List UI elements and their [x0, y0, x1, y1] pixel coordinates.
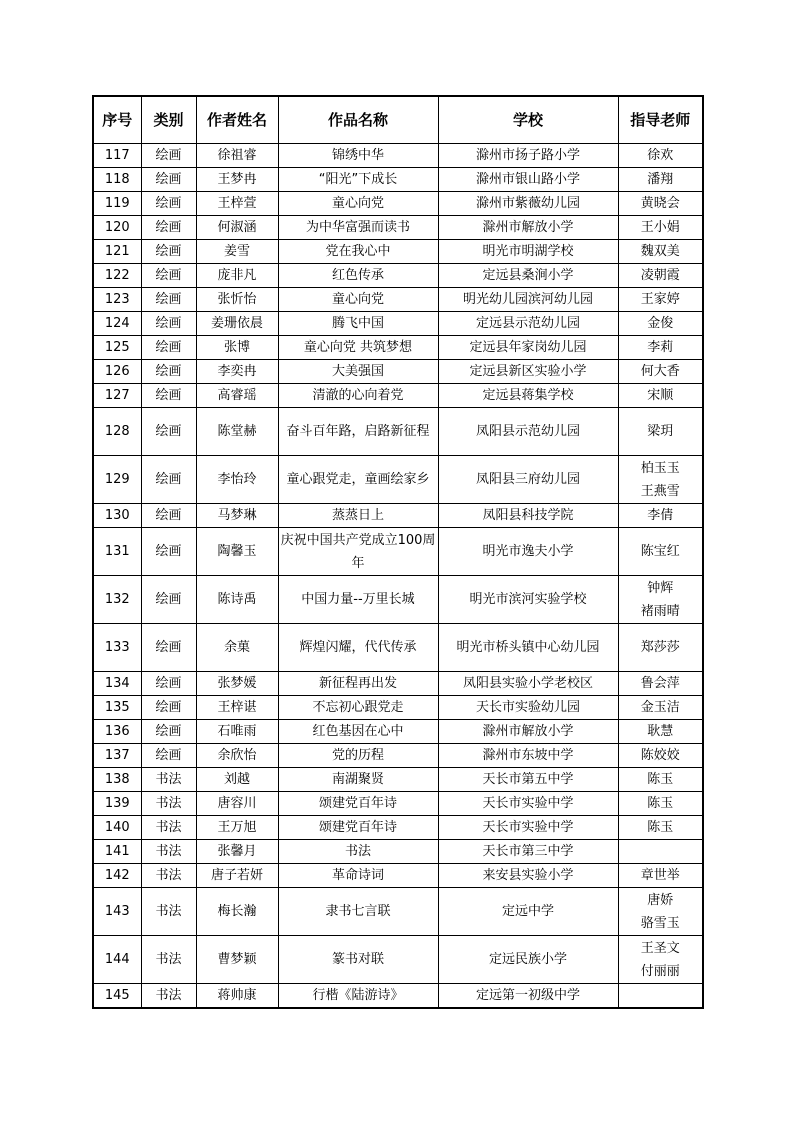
teacher-name: 郑莎莎: [640, 640, 680, 655]
row-title: 腾飞中国: [278, 312, 438, 336]
header-no: 序号: [93, 96, 141, 144]
row-category: 绘画: [141, 384, 196, 408]
row-title: 锦绣中华: [278, 144, 438, 168]
row-title: 中国力量--万里长城: [278, 576, 438, 624]
row-category: 绘画: [141, 528, 196, 576]
row-school: 天长市第五中学: [438, 768, 618, 792]
row-no: 137: [93, 744, 141, 768]
row-school: 滁州市扬子路小学: [438, 144, 618, 168]
teacher-name: 宋顺: [647, 388, 674, 403]
row-category: 绘画: [141, 456, 196, 504]
row-author: 唐子若妍: [196, 864, 278, 888]
table-row: [93, 288, 703, 312]
row-author: 张忻怡: [196, 288, 278, 312]
row-school: 明光幼儿园滨河幼儿园: [438, 288, 618, 312]
row-school: 天长市实验幼儿园: [438, 696, 618, 720]
row-title: 书法: [278, 840, 438, 864]
teacher-name: 黄晓会: [640, 196, 680, 211]
row-teacher: [618, 696, 703, 720]
row-no: 135: [93, 696, 141, 720]
table-row: [93, 168, 703, 192]
row-title: 奋斗百年路，启路新征程: [278, 408, 438, 456]
row-author: 姜珊依晨: [196, 312, 278, 336]
row-no: 142: [93, 864, 141, 888]
table-row: [93, 456, 703, 504]
row-no: 117: [93, 144, 141, 168]
row-teacher: [618, 192, 703, 216]
table-row: [93, 528, 703, 576]
teacher-name: 金玉洁: [640, 700, 680, 715]
row-no: 140: [93, 816, 141, 840]
teacher-name: 李莉: [647, 340, 674, 355]
teacher-name: 付丽丽: [640, 963, 680, 979]
row-teacher: [618, 144, 703, 168]
row-category: 书法: [141, 768, 196, 792]
row-school: 定远民族小学: [438, 936, 618, 984]
table-row: [93, 336, 703, 360]
row-teacher: [618, 720, 703, 744]
row-school: 明光市滨河实验学校: [438, 576, 618, 624]
row-teacher: [618, 240, 703, 264]
row-title: 庆祝中国共产党成立100周年: [278, 528, 438, 576]
row-author: 王梦冉: [196, 168, 278, 192]
row-author: 石唯雨: [196, 720, 278, 744]
teacher-name: 王燕雪: [640, 483, 680, 499]
row-no: 143: [93, 888, 141, 936]
row-title: 新征程再出发: [278, 672, 438, 696]
row-author: 徐祖睿: [196, 144, 278, 168]
teacher-name: 耿慧: [647, 724, 674, 739]
row-title: 童心向党 共筑梦想: [278, 336, 438, 360]
teacher-name: 柏玉玉: [640, 460, 680, 476]
row-title: 红色传承: [278, 264, 438, 288]
row-category: 绘画: [141, 720, 196, 744]
row-teacher: [618, 888, 703, 936]
row-category: 绘画: [141, 504, 196, 528]
row-teacher: [618, 456, 703, 504]
row-no: 132: [93, 576, 141, 624]
teacher-name: 骆雪玉: [640, 915, 680, 931]
row-author: 唐容川: [196, 792, 278, 816]
row-category: 绘画: [141, 408, 196, 456]
row-school: 凤阳县三府幼儿园: [438, 456, 618, 504]
teacher-name: 章世举: [640, 868, 680, 883]
row-school: 滁州市东坡中学: [438, 744, 618, 768]
teacher-name: 徐欢: [647, 148, 674, 163]
row-category: 绘画: [141, 744, 196, 768]
row-no: 123: [93, 288, 141, 312]
row-teacher: [618, 768, 703, 792]
row-title: 行楷《陆游诗》: [278, 984, 438, 1009]
row-title: 红色基因在心中: [278, 720, 438, 744]
row-teacher: [618, 264, 703, 288]
header-author: 作者姓名: [196, 96, 278, 144]
row-title: 南湖聚贤: [278, 768, 438, 792]
table-row: [93, 744, 703, 768]
table-row: [93, 936, 703, 984]
row-no: 126: [93, 360, 141, 384]
row-teacher: [618, 672, 703, 696]
row-title: 大美强国: [278, 360, 438, 384]
row-author: 李怡玲: [196, 456, 278, 504]
row-school: 来安县实验小学: [438, 864, 618, 888]
row-title: 为中华富强而读书: [278, 216, 438, 240]
row-category: 绘画: [141, 168, 196, 192]
teacher-name: 王圣文: [640, 940, 680, 956]
row-school: 明光市明湖学校: [438, 240, 618, 264]
row-no: 124: [93, 312, 141, 336]
table-row: [93, 312, 703, 336]
table-row: [93, 216, 703, 240]
row-teacher: [618, 528, 703, 576]
row-teacher: [618, 936, 703, 984]
table-row: [93, 840, 703, 864]
row-school: 天长市实验中学: [438, 792, 618, 816]
row-no: 138: [93, 768, 141, 792]
row-no: 139: [93, 792, 141, 816]
teacher-name: 凌朝霞: [640, 268, 680, 283]
row-category: 绘画: [141, 336, 196, 360]
row-title: 隶书七言联: [278, 888, 438, 936]
row-title: 颂建党百年诗: [278, 816, 438, 840]
teacher-name: 金俊: [647, 316, 674, 331]
teacher-name: 钟辉: [647, 580, 674, 596]
row-title: 童心跟党走，童画绘家乡: [278, 456, 438, 504]
row-author: 姜雪: [196, 240, 278, 264]
table-row: [93, 720, 703, 744]
row-no: 136: [93, 720, 141, 744]
row-author: 王梓萱: [196, 192, 278, 216]
row-category: 书法: [141, 888, 196, 936]
table-row: [93, 672, 703, 696]
header-teacher: 指导老师: [618, 96, 703, 144]
row-school: 天长市实验中学: [438, 816, 618, 840]
row-no: 141: [93, 840, 141, 864]
teacher-name: 陈玉: [647, 772, 674, 787]
row-title: 党的历程: [278, 744, 438, 768]
table-row: [93, 240, 703, 264]
row-school: 定远第一初级中学: [438, 984, 618, 1009]
row-school: 滁州市解放小学: [438, 216, 618, 240]
row-no: 129: [93, 456, 141, 504]
row-title: 清澈的心向着党: [278, 384, 438, 408]
teacher-name: 鲁会萍: [640, 676, 680, 691]
row-author: 陈诗禹: [196, 576, 278, 624]
teacher-name: 李倩: [647, 508, 674, 523]
row-title: 颂建党百年诗: [278, 792, 438, 816]
row-no: 134: [93, 672, 141, 696]
teacher-name: 陈玉: [647, 796, 674, 811]
row-category: 绘画: [141, 264, 196, 288]
header-category: 类别: [141, 96, 196, 144]
row-category: 绘画: [141, 216, 196, 240]
row-teacher: [618, 792, 703, 816]
row-author: 马梦琳: [196, 504, 278, 528]
table-row: [93, 816, 703, 840]
teacher-name: 梁玥: [647, 424, 674, 439]
row-school: 定远县年家岗幼儿园: [438, 336, 618, 360]
row-no: 119: [93, 192, 141, 216]
row-author: 梅长瀚: [196, 888, 278, 936]
row-teacher: [618, 288, 703, 312]
row-author: 庞非凡: [196, 264, 278, 288]
row-category: 绘画: [141, 672, 196, 696]
row-school: 定远中学: [438, 888, 618, 936]
row-author: 陈堂赫: [196, 408, 278, 456]
teacher-name: 陈姣姣: [640, 748, 680, 763]
row-no: 127: [93, 384, 141, 408]
row-no: 128: [93, 408, 141, 456]
row-title: 童心向党: [278, 192, 438, 216]
row-author: 张梦媛: [196, 672, 278, 696]
row-author: 王梓谌: [196, 696, 278, 720]
teacher-name: 潘翔: [647, 172, 674, 187]
table-row: [93, 576, 703, 624]
row-teacher: [618, 864, 703, 888]
teacher-name: 王小娟: [640, 220, 680, 235]
row-author: 王万旭: [196, 816, 278, 840]
row-teacher: [618, 576, 703, 624]
row-title: 童心向党: [278, 288, 438, 312]
row-teacher: [618, 744, 703, 768]
row-author: 余菓: [196, 624, 278, 672]
row-teacher: [618, 816, 703, 840]
row-no: 118: [93, 168, 141, 192]
row-teacher: [618, 168, 703, 192]
row-category: 绘画: [141, 288, 196, 312]
row-category: 绘画: [141, 696, 196, 720]
row-teacher: [618, 384, 703, 408]
row-category: 书法: [141, 936, 196, 984]
row-no: 120: [93, 216, 141, 240]
teacher-name: 王家婷: [640, 292, 680, 307]
table-row: [93, 624, 703, 672]
table-row: [93, 792, 703, 816]
teacher-name: 褚雨晴: [640, 603, 680, 619]
table-row: [93, 144, 703, 168]
row-no: 145: [93, 984, 141, 1009]
row-school: 滁州市解放小学: [438, 720, 618, 744]
table-header-row: [93, 96, 703, 144]
table-row: [93, 864, 703, 888]
row-category: 书法: [141, 984, 196, 1009]
table-row: [93, 768, 703, 792]
row-teacher: [618, 624, 703, 672]
row-no: 121: [93, 240, 141, 264]
row-school: 定远县示范幼儿园: [438, 312, 618, 336]
row-author: 何淑涵: [196, 216, 278, 240]
row-title: “阳光”下成长: [278, 168, 438, 192]
row-school: 滁州市紫薇幼儿园: [438, 192, 618, 216]
table-row: [93, 384, 703, 408]
row-author: 张博: [196, 336, 278, 360]
row-school: 明光市逸夫小学: [438, 528, 618, 576]
row-school: 凤阳县科技学院: [438, 504, 618, 528]
header-title: 作品名称: [278, 96, 438, 144]
row-teacher: [618, 336, 703, 360]
row-author: 陶馨玉: [196, 528, 278, 576]
row-no: 133: [93, 624, 141, 672]
row-no: 131: [93, 528, 141, 576]
row-teacher: [618, 408, 703, 456]
row-no: 144: [93, 936, 141, 984]
row-title: 革命诗词: [278, 864, 438, 888]
row-school: 凤阳县示范幼儿园: [438, 408, 618, 456]
row-category: 绘画: [141, 192, 196, 216]
teacher-name: 唐娇: [647, 892, 674, 908]
row-teacher: [618, 216, 703, 240]
teacher-name: 魏双美: [640, 244, 680, 259]
table-row: [93, 360, 703, 384]
table-row: [93, 264, 703, 288]
table-row: [93, 984, 703, 1009]
row-author: 曹梦颖: [196, 936, 278, 984]
row-author: 余欣怡: [196, 744, 278, 768]
row-category: 绘画: [141, 360, 196, 384]
row-category: 绘画: [141, 144, 196, 168]
row-school: 天长市第三中学: [438, 840, 618, 864]
row-no: 125: [93, 336, 141, 360]
row-author: 刘越: [196, 768, 278, 792]
row-school: 明光市桥头镇中心幼儿园: [438, 624, 618, 672]
table-row: [93, 504, 703, 528]
row-school: 滁州市银山路小学: [438, 168, 618, 192]
row-teacher: [618, 504, 703, 528]
row-title: 不忘初心跟党走: [278, 696, 438, 720]
row-category: 绘画: [141, 312, 196, 336]
row-no: 122: [93, 264, 141, 288]
row-author: 张馨月: [196, 840, 278, 864]
row-category: 绘画: [141, 624, 196, 672]
table-row: [93, 888, 703, 936]
row-author: 蒋帅康: [196, 984, 278, 1009]
row-teacher: [618, 840, 703, 864]
row-title: 篆书对联: [278, 936, 438, 984]
row-school: 定远县新区实验小学: [438, 360, 618, 384]
header-school: 学校: [438, 96, 618, 144]
table-row: [93, 408, 703, 456]
row-category: 绘画: [141, 240, 196, 264]
table-row: [93, 696, 703, 720]
row-school: 定远县蒋集学校: [438, 384, 618, 408]
row-category: 书法: [141, 840, 196, 864]
row-category: 绘画: [141, 576, 196, 624]
row-category: 书法: [141, 816, 196, 840]
row-author: 李奕冉: [196, 360, 278, 384]
row-title: 党在我心中: [278, 240, 438, 264]
row-author: 高睿瑶: [196, 384, 278, 408]
row-title: 辉煌闪耀，代代传承: [278, 624, 438, 672]
row-teacher: [618, 312, 703, 336]
row-teacher: [618, 360, 703, 384]
row-school: 定远县桑涧小学: [438, 264, 618, 288]
row-school: 凤阳县实验小学老校区: [438, 672, 618, 696]
teacher-name: 何大香: [640, 364, 680, 379]
teacher-name: 陈玉: [647, 820, 674, 835]
row-teacher: [618, 984, 703, 1009]
row-title: 蒸蒸日上: [278, 504, 438, 528]
table-body: [93, 144, 703, 1009]
row-no: 130: [93, 504, 141, 528]
row-category: 书法: [141, 864, 196, 888]
teacher-name: 陈宝红: [640, 544, 680, 559]
row-category: 书法: [141, 792, 196, 816]
table-row: [93, 192, 703, 216]
award-table: [92, 95, 704, 1009]
